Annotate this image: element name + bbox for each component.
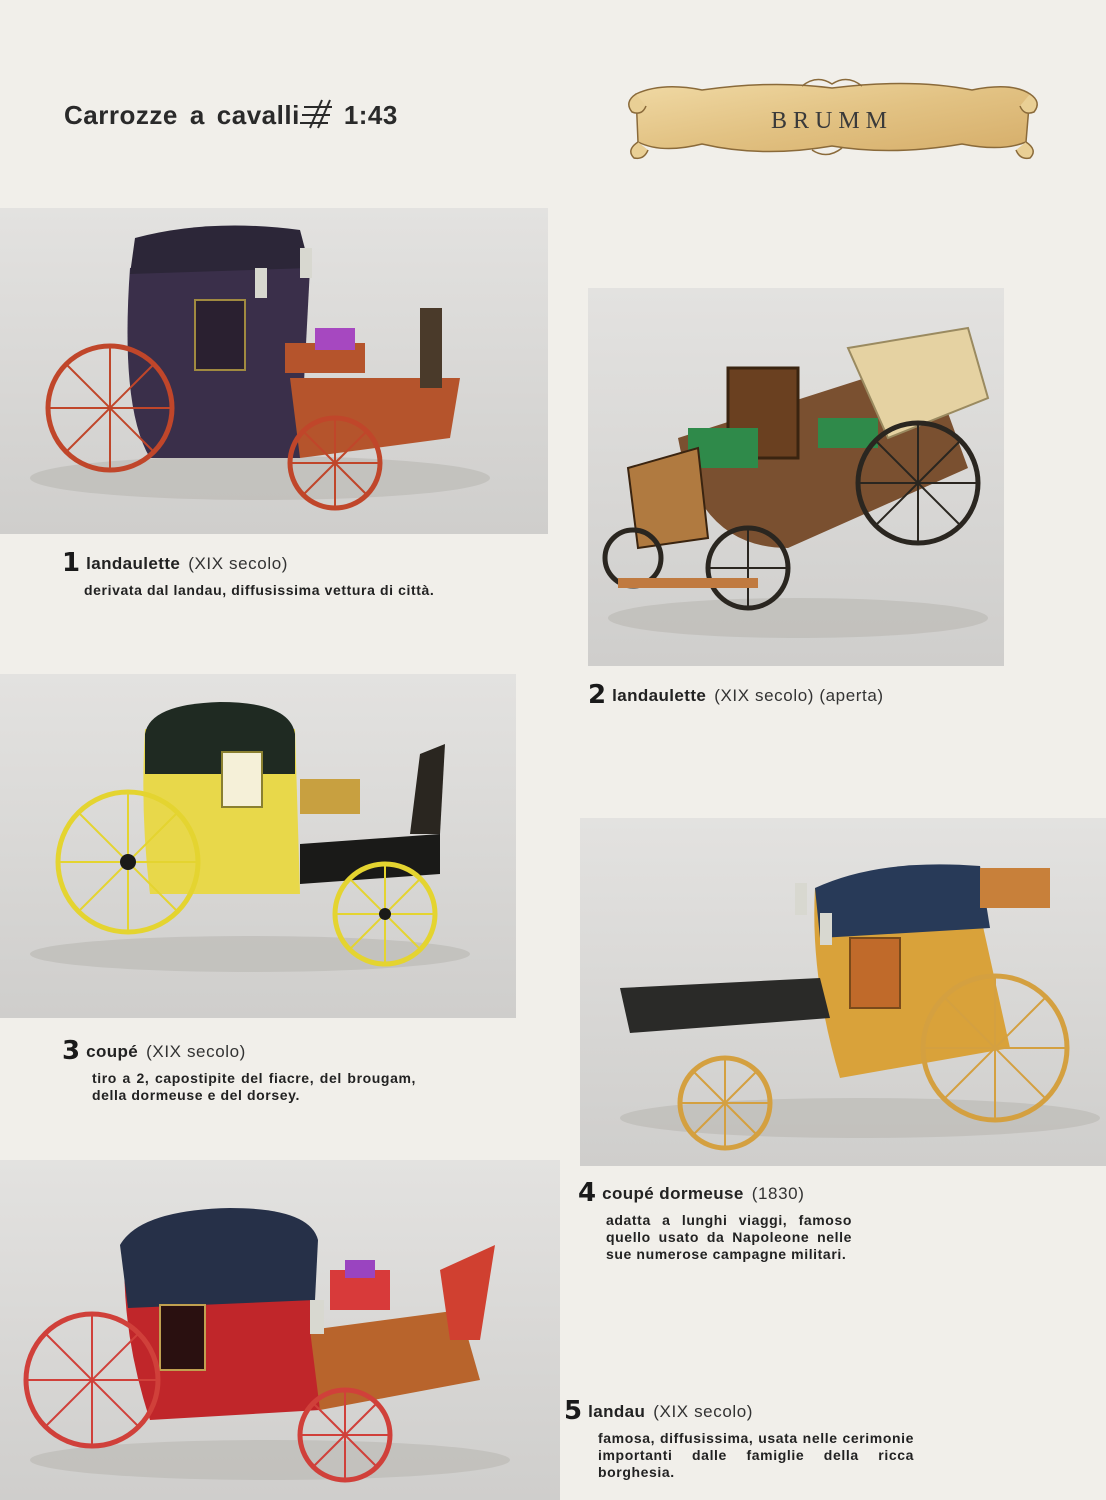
- item-1-era: (XIX secolo): [188, 554, 289, 573]
- caption-item-4: [578, 1178, 868, 1263]
- item-5-description: famosa, diffusissima, usata nelle cerimonie importanti dalle famiglie della ricca borghesia.: [598, 1430, 914, 1480]
- page-title: [64, 98, 398, 131]
- item-5-number: 5: [564, 1396, 583, 1426]
- scale-label: 1:43: [343, 100, 398, 130]
- item-2-name: landaulette: [612, 686, 707, 705]
- item-5-era: (XIX secolo): [653, 1402, 754, 1421]
- title-word-a: a: [189, 100, 205, 130]
- item-3-description: tiro a 2, capostipite del fiacre, del brougam, della dormeuse e del dorsey.: [92, 1070, 416, 1103]
- photo-carriage-3: [0, 674, 516, 1018]
- item-4-era: (1830): [751, 1184, 805, 1203]
- photo-carriage-5: [0, 1160, 560, 1500]
- brand-banner: [622, 72, 1042, 162]
- item-2-era: (XIX secolo) (aperta): [714, 686, 884, 705]
- item-4-name: coupé dormeuse: [602, 1184, 744, 1203]
- caption-item-1: [62, 548, 532, 599]
- scale-gauge-icon: [300, 98, 334, 130]
- caption-item-5: [564, 1396, 924, 1481]
- carriage-5-illustration: [0, 1160, 560, 1500]
- item-1-description: derivata dal landau, diffusissima vettura di città.: [84, 582, 435, 598]
- caption-item-2: [588, 680, 1008, 710]
- photo-carriage-2: [588, 288, 1004, 666]
- carriage-1-illustration: [0, 208, 548, 534]
- item-2-number: 2: [588, 680, 607, 710]
- carriage-3-illustration: [0, 674, 516, 1018]
- carriage-2-illustration: [588, 288, 1004, 666]
- carriage-4-illustration: [580, 818, 1106, 1166]
- item-3-era: (XIX secolo): [146, 1042, 246, 1061]
- item-3-name: coupé: [86, 1042, 139, 1061]
- item-5-name: landau: [588, 1402, 646, 1421]
- item-4-number: 4: [578, 1178, 597, 1208]
- photo-carriage-4: [580, 818, 1106, 1166]
- item-1-name: landaulette: [86, 554, 181, 573]
- title-word-cavalli: cavalli: [216, 100, 300, 130]
- title-word-carrozze: Carrozze: [64, 100, 178, 130]
- photo-carriage-1: [0, 208, 548, 534]
- brand-name: BRUMM: [770, 108, 894, 134]
- item-3-number: 3: [62, 1036, 81, 1066]
- caption-item-3: [62, 1036, 416, 1104]
- item-1-number: 1: [62, 548, 81, 578]
- item-4-description: adatta a lunghi viaggi, famoso quello usato da Napoleone nelle sue numerose campagne militari.: [606, 1212, 852, 1262]
